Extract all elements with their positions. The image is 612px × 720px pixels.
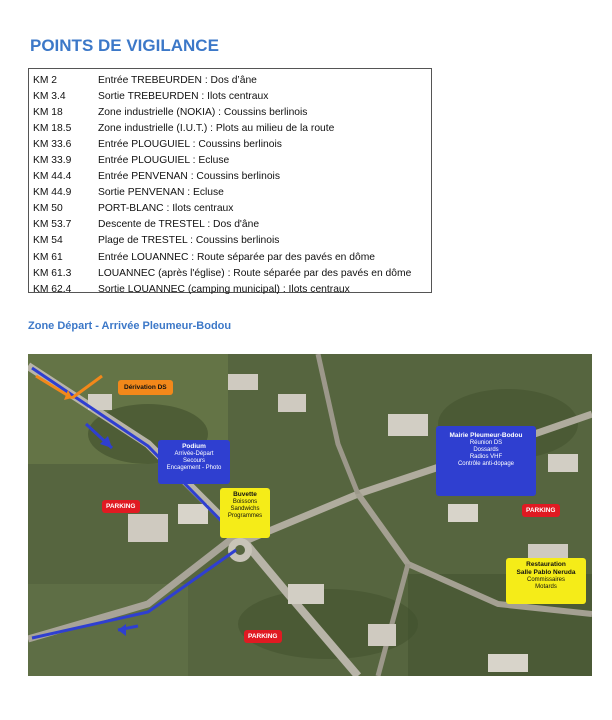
desc-cell: Zone industrielle (I.U.T.) : Plots au milieu de la route	[98, 122, 335, 134]
desc-cell: Entrée PENVENAN : Coussins berlinois	[98, 171, 280, 183]
restauration-title: Restauration	[526, 561, 566, 568]
buvette-line: Programmes	[227, 513, 263, 519]
deviation-text: Dérivation DS	[124, 384, 167, 391]
restauration-line: Commissaires	[526, 577, 565, 583]
desc-cell: Sortie TREBEURDEN : Ilots centraux	[98, 90, 269, 102]
podium-line: Secours	[182, 458, 205, 464]
desc-cell: Zone industrielle (NOKIA) : Coussins berlinois	[98, 106, 308, 118]
table-row	[33, 72, 431, 88]
vigilance-table	[28, 68, 432, 293]
parking-label	[102, 500, 140, 513]
parking-label	[244, 630, 282, 643]
table-row	[33, 249, 431, 265]
mairie-line: Dossards	[473, 447, 499, 453]
km-cell: KM 50	[33, 203, 63, 215]
podium-line: Encagement - Photo	[166, 465, 222, 471]
km-cell: KM 18.5	[33, 122, 72, 134]
km-cell: KM 61.3	[33, 267, 72, 279]
desc-cell: LOUANNEC (après l'église) : Route séparée par des pavés en dôme	[98, 267, 412, 279]
mairie-line: Réunion DS	[469, 440, 503, 446]
parking-text: PARKING	[248, 633, 278, 640]
buvette-line: Boissons	[232, 499, 258, 505]
km-cell: KM 54	[33, 235, 63, 247]
table-row	[33, 104, 431, 120]
desc-cell: Sortie LOUANNEC (camping municipal) : Ilots centraux	[98, 283, 350, 295]
buvette-label	[220, 488, 270, 538]
podium-line: Arrivée-Départ	[174, 451, 214, 457]
km-cell: KM 61	[33, 251, 63, 263]
buvette-line: Sandwichs	[230, 506, 260, 512]
km-cell: KM 3.4	[33, 90, 66, 102]
mairie-line: Radios VHF	[469, 454, 503, 460]
desc-cell: Descente de TRESTEL : Dos d'âne	[98, 219, 260, 231]
km-cell: KM 18	[33, 106, 63, 118]
desc-cell: Plage de TRESTEL : Coussins berlinois	[98, 235, 280, 247]
km-cell: KM 33.9	[33, 155, 72, 167]
parking-text: PARKING	[106, 503, 136, 510]
podium-label	[158, 440, 230, 484]
restauration-line: Motards	[535, 584, 557, 590]
table-row	[33, 152, 431, 168]
table-row	[33, 136, 431, 152]
table-row	[33, 217, 431, 233]
km-cell: KM 2	[33, 74, 58, 86]
km-cell: KM 33.6	[33, 138, 72, 150]
page-title: POINTS DE VIGILANCE	[30, 36, 219, 55]
desc-cell: Entrée PLOUGUIEL : Coussins berlinois	[98, 138, 282, 150]
table-row	[33, 169, 431, 185]
table-row	[33, 265, 431, 281]
desc-cell: Sortie PENVENAN : Ecluse	[98, 187, 224, 199]
desc-cell: PORT-BLANC : Ilots centraux	[98, 203, 234, 215]
desc-cell: Entrée TREBEURDEN : Dos d’âne	[98, 74, 257, 86]
km-cell: KM 53.7	[33, 219, 72, 231]
buvette-title: Buvette	[233, 491, 257, 498]
table-row	[33, 120, 431, 136]
aerial-map	[28, 354, 592, 676]
km-cell: KM 44.9	[33, 187, 72, 199]
table-row	[33, 88, 431, 104]
map-background	[28, 354, 592, 676]
restauration-subtitle: Salle Pablo Neruda	[516, 569, 576, 576]
mairie-line: Contrôle anti-dopage	[457, 461, 515, 467]
deviation-label	[118, 380, 173, 395]
table-row	[33, 201, 431, 217]
parking-label	[522, 504, 560, 517]
mairie-title: Mairie Pleumeur-Bodou	[449, 432, 523, 439]
zone-title: Zone Départ - Arrivée Pleumeur-Bodou	[28, 320, 232, 332]
desc-cell: Entrée LOUANNEC : Route séparée par des pavés en dôme	[98, 251, 376, 263]
mairie-label	[436, 426, 536, 496]
podium-title: Podium	[182, 443, 206, 450]
table-row	[33, 233, 431, 249]
km-cell: KM 44.4	[33, 171, 72, 183]
desc-cell: Entrée PLOUGUIEL : Ecluse	[98, 155, 230, 167]
table-row	[33, 281, 431, 297]
table-row	[33, 185, 431, 201]
parking-text: PARKING	[526, 507, 556, 514]
km-cell: KM 62.4	[33, 283, 72, 295]
restauration-label	[506, 558, 586, 604]
